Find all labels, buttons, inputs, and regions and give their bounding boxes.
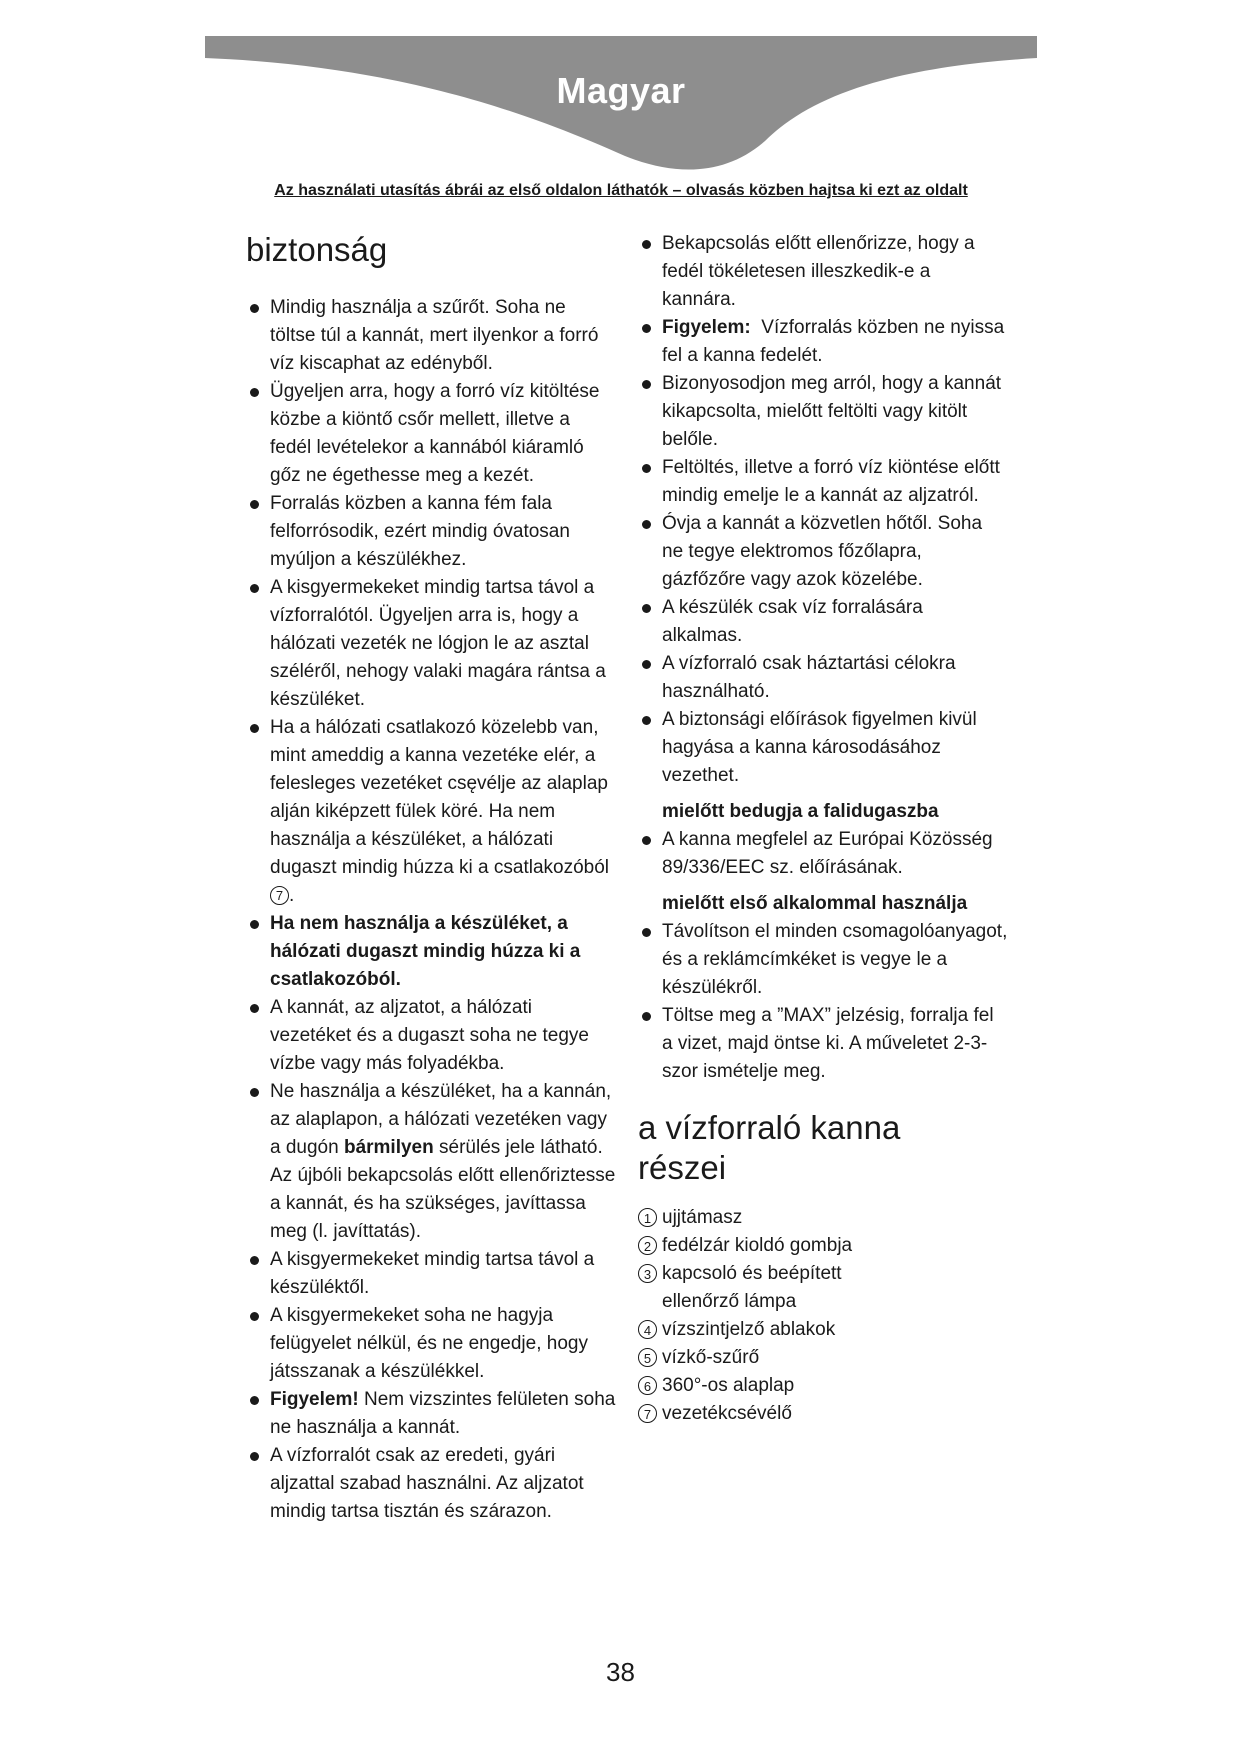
list-item: A kisgyermekeket mindig tartsa távol a készüléktől. bbox=[246, 1246, 616, 1302]
list-item: A kanna megfelel az Európai Közösség 89/336/EEC sz. előírásának. bbox=[638, 826, 1008, 882]
part-item: 1 ujjtámasz bbox=[638, 1204, 1008, 1232]
list-item: Mindig használja a szűrőt. Soha ne töltse túl a kannát, mert ilyenkor a forró víz kiscaphat az edényből. bbox=[246, 294, 616, 378]
number-6-icon: 6 bbox=[638, 1376, 657, 1395]
list-item: A kisgyermekeket soha ne hagyja felügyelet nélkül, és ne engedje, hogy játsszanak a készülékkel. bbox=[246, 1302, 616, 1386]
part-item: 2 fedélzár kioldó gombja bbox=[638, 1232, 1008, 1260]
list-item: Óvja a kannát a közvetlen hőtől. Soha ne tegye elektromos főzőlapra, gázfőzőre vagy azok közelébe. bbox=[638, 510, 1008, 594]
list-item: Feltöltés, illetve a forró víz kiöntése előtt mindig emelje le a kannát az aljzatról. bbox=[638, 454, 1008, 510]
part-item: 7 vezetékcsévélő bbox=[638, 1400, 1008, 1428]
part-item: 4 vízszintjelző ablakok bbox=[638, 1316, 1008, 1344]
list-item: A készülék csak víz forralására alkalmas. bbox=[638, 594, 1008, 650]
right-safety-list bbox=[638, 230, 1008, 790]
first-use-list bbox=[638, 918, 1008, 1086]
page-title: Magyar bbox=[556, 70, 686, 111]
number-1-icon: 1 bbox=[638, 1208, 657, 1227]
ref-number-icon: 7 bbox=[270, 886, 289, 905]
first-use-heading: mielőtt első alkalommal használja bbox=[662, 893, 968, 914]
instruction-note: Az használati utasítás ábrái az első oldalon láthatók – olvasás közben hajtsa ki ezt az oldalt bbox=[274, 182, 968, 199]
list-item: A vízforralót csak az eredeti, gyári aljzattal szabad használni. Az aljzatot mindig tartsa tisztán és szárazon. bbox=[246, 1442, 616, 1526]
number-2-icon: 2 bbox=[638, 1236, 657, 1255]
list-item: Figyelem! Nem vizszintes felületen soha ne használja a kannát. bbox=[246, 1386, 616, 1442]
number-7-icon: 7 bbox=[638, 1404, 657, 1423]
list-item: Bekapcsolás előtt ellenőrizze, hogy a fedél tökéletesen illeszkedik-e a kannára. bbox=[638, 230, 1008, 314]
parts-list bbox=[638, 1204, 1008, 1428]
parts-heading: a vízforraló kanna részei bbox=[638, 1109, 901, 1186]
number-4-icon: 4 bbox=[638, 1320, 657, 1339]
plug-list bbox=[638, 826, 1008, 882]
list-item: Ne használja a készüléket, ha a kannán, az alaplapon, a hálózati vezetéken vagy a dugón bármilyen sérülés jele látható. Az újbóli bekapcsolás előtt ellenőriztesse a kannát, és ha szükséges, javíttassa meg (l. javíttatás). bbox=[246, 1078, 616, 1246]
list-item: Ügyeljen arra, hogy a forró víz kitöltése közbe a kiöntő csőr mellett, illetve a fedél levételekor a kannából kiáramló gőz ne égethesse meg a kezét. bbox=[246, 378, 616, 490]
list-item: Töltse meg a ”MAX” jelzésig, forralja fel a vizet, majd öntse ki. A műveletet 2-3-szor ismételje meg. bbox=[638, 1002, 1008, 1086]
list-item: A kannát, az aljzatot, a hálózati vezetéket és a dugaszt soha ne tegye vízbe vagy más folyadékba. bbox=[246, 994, 616, 1078]
number-3-icon: 3 bbox=[638, 1264, 657, 1283]
part-item: 5 vízkő-szűrő bbox=[638, 1344, 1008, 1372]
list-item: A biztonsági előírások figyelmen kivül hagyása a kanna károsodásához vezethet. bbox=[638, 706, 1008, 790]
list-item: Figyelem: Vízforralás közben ne nyissa fel a kanna fedelét. bbox=[638, 314, 1008, 370]
header-banner bbox=[205, 36, 1037, 174]
part-item: 6 360°-os alaplap bbox=[638, 1372, 1008, 1400]
safety-list bbox=[246, 294, 616, 1526]
page-number: 38 bbox=[606, 1657, 635, 1687]
part-item: 3 kapcsoló és beépített ellenőrző lámpa bbox=[638, 1260, 1008, 1316]
list-item: Bizonyosodjon meg arról, hogy a kannát kikapcsolta, mielőtt feltölti vagy kitölt belőle. bbox=[638, 370, 1008, 454]
right-column bbox=[638, 230, 1008, 1428]
list-item: Ha nem használja a készüléket, a hálózati dugaszt mindig húzza ki a csatlakozóból. bbox=[246, 910, 616, 994]
list-item: Távolítson el minden csomagolóanyagot, és a reklámcímkéket is vegye le a készülékről. bbox=[638, 918, 1008, 1002]
plug-heading: mielőtt bedugja a falidugaszba bbox=[662, 801, 939, 822]
list-item: A kisgyermekeket mindig tartsa távol a vízforralótól. Ügyeljen arra is, hogy a hálózati vezeték ne lógjon le az asztal széléről, nehogy valaki magára rántsa a készüléket. bbox=[246, 574, 616, 714]
list-item: Ha a hálózati csatlakozó közelebb van, mint ameddig a kanna vezetéke elér, a felesleges vezetéket csęvélje az alaplap alján kiképzett fülek köré. Ha nem használja a készüléket, a hálózati dugaszt mindig húzza ki a csatlakozóból 7 . bbox=[246, 714, 616, 910]
list-item: Forralás közben a kanna fém fala felforrósodik, ezért mindig óvatosan myúljon a készülékhez. bbox=[246, 490, 616, 574]
safety-heading: biztonság bbox=[246, 231, 388, 268]
list-item: A vízforraló csak háztartási célokra használható. bbox=[638, 650, 1008, 706]
number-5-icon: 5 bbox=[638, 1348, 657, 1367]
safety-column bbox=[246, 230, 616, 1526]
